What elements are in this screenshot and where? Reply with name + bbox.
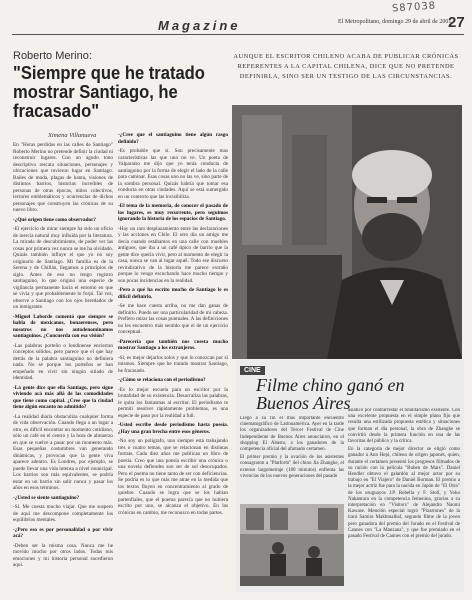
paragraph: En la categoría de mejor director se eligió como ganador a Ann Hepi, chileno de origen japonés, quien, durante el certamen presentó los progresos filmados de su ración con la película "Ruben de Mars". Daniel Hendler obtuvo el galardón al mejor actor por su trabajo en "El Viajero" de Daniel Burman. El premio a la mejor actriz fue para la nacida en Japón de "El Otro" de los uruguayos J.P. Rebella y F. Stoll, y Yoko Nakamura en la competencia femenina, gracias a su interpretación en "Visitors" de Alejandro Naomi Kawase. Mención especial logró "Pizarrones" de la iraní Samira Makhmalbaf, segundo filme de la joven pero ganadora del premio del Jurado en el Festival de Cannes con "La Manzana", y que fue premiado en el pasado Festival de Cannes con el premio del jurado. bbox=[348, 447, 460, 540]
paragraph: -Hay un raro desplazamiento entre las declaraciones y las acciones en Chile. El otro día un amigo me decía cuando estábamos en una calle con muebles antiguos, que iba a un café típico de barrio que la gente dice quería vivir, pero al momento de elegir la casa, nunca se van al lugar aquél. Todo ese discurso revindicativo de la historia me parece extraño porque lo vengo escuchando hace mucho tiempo y son pocas incidencias en la realidad. bbox=[118, 225, 228, 284]
question: -Parecería que también nos cuesta mucho mostrar Santiago a los extranjeros. bbox=[118, 338, 228, 351]
paragraph: En "Horas perdidas en las calles de Santiago" Roberto Merino no pretende definir la ciudad ni reconstruir lugares. Con un agudo tono descriptivo rescata situaciones, personajes y ubicaciones que tuvieron lugar en Santiago. Bailes de moda, plagas de hanta, visiones de distintos barrios, historias increíbles de personas de otras épocas, mitos colectivos, lectores emblemáticos y ocurrencias de dichos personajes que construyen las crónicas de su nuevo libro. bbox=[13, 142, 113, 213]
paragraph: asiático por contrarrestar el totalitarismo existente. Con una excelente propuesta en el simple plano fijo que resulta una estilizada propuesta estética y situaciones que forman el día personal, la obra de Zhangke se convirtió desde la primera función en una de las favoritas del público y la crítica. bbox=[348, 408, 460, 445]
article-deck: AUNQUE EL ESCRITOR CHILENO ACABA DE PUBLICAR CRÓNICAS REFERENTES A LA CAPITAL CHILENA, DICE QUE NO PRETENDE DEFINIRLA, SINO SER UN TESTIGO DE LAS CIRCUNSTANCIAS. bbox=[233, 53, 459, 80]
sidebar-headline: Filme chino ganó en Buenos Aires bbox=[256, 375, 405, 413]
question: -Pero a qué ha escrito mucho de Santiago le es difícil definirlo. bbox=[118, 287, 228, 300]
question: -¿Qué origen tiene como observador? bbox=[13, 216, 96, 223]
page-number: 27 bbox=[448, 14, 465, 31]
section-title: Magazine bbox=[158, 18, 241, 33]
film-still-photo bbox=[240, 504, 344, 586]
header-rule bbox=[12, 34, 464, 35]
film-still-illustration bbox=[240, 504, 344, 586]
paragraph: -La realidad diaria obstaculiza cualquier forma de vida observación. Cuando llega a un lugar a otro, es difícil encontrar un momento cotidiano, sólo un café en el centro y la hora de almuerzo en que se vuelve a pasar por un momento más. Esas pequeñas costumbres van generando dinámicas, y provocan que la gente viva aparece adentro. Es Londres, por ejemplo, se puede llevar una vida intensa a nivel municipal. Los barrios son más equivalentes, se podría estar en un barrio sin salir nunca y pasar los años en esos términos. bbox=[13, 413, 113, 491]
paragraph: Llegó a su fin el más importante encuentro cinematográfico de Latinoamérica. Ayer en la tarde los organizadores del Tercer Festival de Cine Independiente de Buenos Aires anunciaron, en el shopping El Abasto, a los ganadores de la competencia oficial del afamado certamen. bbox=[240, 416, 344, 453]
question: -¿Cómo se relaciona con el periodismo? bbox=[118, 377, 206, 383]
question: -Miguel Laborde comentó que siempre se habla de mexicanos, bonaerenses, pero nosotros no nos autodenominamos santiaguinos. ¿Concuerda con esa visión? bbox=[13, 313, 113, 339]
question: -¿Usted se siente santiaguino? bbox=[13, 494, 80, 501]
paragraph: -No soy un polígrafo, uno siempre está trabajando tres o cuatro temas, que se relacionan en distintas formas. Cada diez años me publican un libro de poesía. Creo que una poesía escribir una crónica o una novela defiendes son ser de sol desocupados. Pero el poema no tiene tanto de ser con deficiencias. Se podría es lo que más me atrae en la medida que los textos fluyen en concentramiento al grado de quiebre. Cuando se logra que se los habían partenfiales, que el poema parecía que no hubiera escrito por uno, se alcanza el objetivo. En las crónicas en cambio, me reconozco en todas partes. bbox=[118, 438, 228, 516]
paragraph: El primer premio y la ovación de los asistentes consagraron a "Platform" del chino Jia Zhangke, el extenso largometraje (180 minutos) enfrenta las vivencias de los nuevos generaciones del pasado bbox=[240, 455, 344, 479]
article-column-2 bbox=[118, 132, 228, 594]
portrait-photo bbox=[232, 105, 462, 359]
paragraph: -Es probable que sí. Son precisamente mas características las que uno no ve. Un poeta de Valparaíso me dijo que yo tenía conducta de santiaguino por la forma de elegir el lado de la calle para caminar. Esas cosas uno no las ve, sino parte de la sombra personal. Quizás habría que tomar esa conducta en otras ciudades. Aquí se está sumergido en un contexto que las invisibiliza. bbox=[118, 148, 228, 200]
publication-info: El Metropolitano, domingo 29 de abril de 2001 bbox=[338, 19, 452, 25]
paragraph: -El ejercicio de mirar siempre ha sido un oficio de inercia natural muy influida por la literatura. La mirada de descubrimiento, de poder ver las cosas por primera vez nunca se me ha olvidado. Quizás también influye el que yo no soy originario de Santiago. Mi familia es de la Serena y de Chillán, llegamos a principios de siglo. Antes de eso no tengo registro santiaguino, lo que originó una especie de vigilancia permanente hacia el entorno en que se vivía y que probablemente lo forjó. Tal vez, observe a Santiago con los ojos heredados de un inmigrante. bbox=[13, 226, 113, 310]
question: -El tema de la memoria, de conocer el pasado de los lugares, es muy recurrente, pero seguimos ignorando la historia de los espacios de Santiago. bbox=[118, 203, 228, 222]
handwritten-archive-code: S87038 bbox=[391, 0, 437, 15]
question: -¿Cree que el santiaguino tiene algún rasgo definido? bbox=[118, 132, 228, 145]
paragraph: -Se me hace cuesta arriba, no me dan ganas de definirlo. Puedo ser una particularidad de mi cabeza. Prefiero mirar las cosas puntuales. A las definiciones no les encuentro más sentido que el de un ejercicio conceptual. bbox=[118, 303, 228, 335]
paragraph: -Deben ser la misma cosa. Nunca me he movido mucho por otros lados. Todas mis emociones y mi historia personal sucedieron aquí. bbox=[13, 542, 113, 568]
paragraph: -Sí. Me cuesta mucho viajar. Que me suspero de aquí me descompone completamente los equilibrios mentales. bbox=[13, 504, 113, 523]
paragraph: -Es lo mejor escuela para un escritor por la brutalidad de su existencia. Desacraliza las palabras, le quita los fantasmas al escritor. El periodismo te permiti resolver rápidamente problemas, es una especie de paso por la realidad a full. bbox=[118, 386, 228, 419]
sidebar-column-2 bbox=[348, 408, 460, 586]
sidebar-column-1 bbox=[240, 416, 344, 500]
article-headline: "Siempre que he tratado mostrar Santiago, he fracasado" bbox=[13, 63, 205, 121]
question: -¿Pero eso es por personalidad o por vivir acá? bbox=[13, 526, 113, 539]
article-kicker: Roberto Merino: bbox=[13, 50, 92, 62]
sidebar-tag: CINE bbox=[240, 366, 265, 375]
question: -La gente dice que ella Santiago, pero sigue viviendo acá más allá de las comodidades que tiene como capital. ¿Cree que la ciudad tiene algún encanto no admitido? bbox=[13, 384, 113, 410]
paragraph: -Sí, es mejor dejarlos solos y que lo conozcan por sí mismos. Siempre que he tratado mostrar Santiago, he fracasado. bbox=[118, 354, 228, 374]
portrait-illustration bbox=[232, 105, 462, 359]
article-column-1 bbox=[13, 142, 113, 594]
question: -Usted escribe desde periodismo hasta poesía. ¿Hay una gran brecha entre esos géneros. bbox=[118, 422, 228, 435]
article-byline: Ximena Villanueva bbox=[48, 132, 97, 139]
paragraph: -Las palabras porteño o londinense encierran conceptos sólidos, pero parece que el que hay detrás de la palabra santiaguino no definiera nada. No sé porque los porteños se han empeñado en vivir sin ningún sitiado de identidad. bbox=[13, 342, 113, 381]
